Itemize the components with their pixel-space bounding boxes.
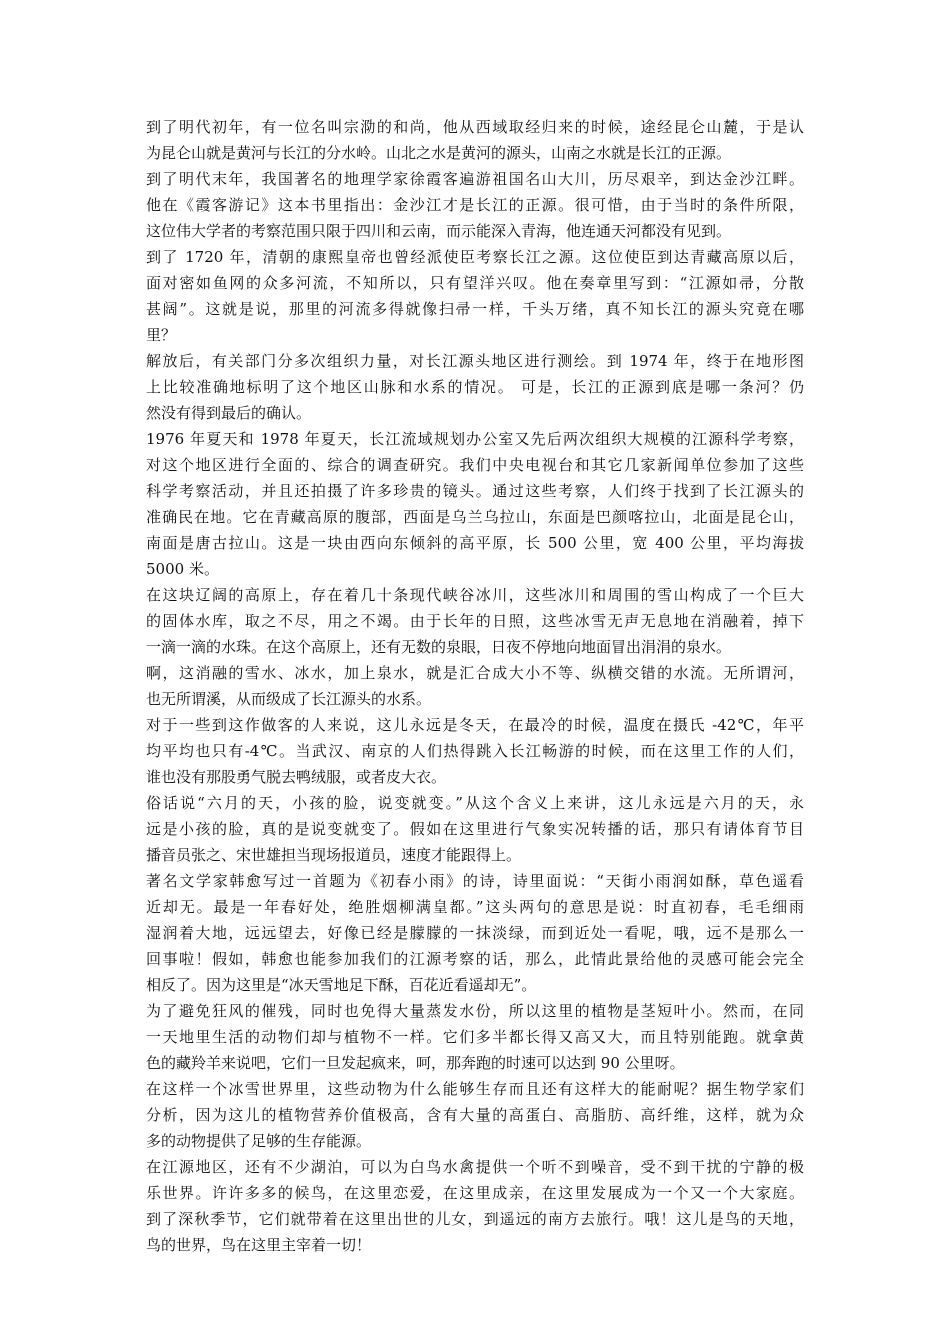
text-line: 到了明代初年，有一位名叫宗泐的和尚，他从西域取经归来的时候，途经昆仑山麓，于是认	[146, 118, 804, 136]
paragraph	[146, 348, 804, 426]
paragraph	[146, 1154, 804, 1258]
text-line: 解放后，有关部门分多次组织力量，对长江源头地区进行测绘。到 1974 年，终于在地形图	[146, 352, 804, 370]
paragraph	[146, 114, 804, 166]
text-line: 他在《霞客游记》这本书里指出：金沙江才是长江的正源。很可惜，由于当时的条件所限，	[146, 196, 804, 214]
text-line: 乐世界。许许多多的候鸟，在这里恋爱，在这里成亲，在这里发展成为一个又一个大家庭。	[146, 1184, 804, 1202]
text-line: 也无所谓溪，从而级成了长江源头的水系。	[146, 690, 432, 708]
text-line: 播音员张之、宋世雄担当现场报道员，速度才能跟得上。	[146, 846, 522, 864]
text-line: 5000 米。	[146, 560, 219, 578]
text-line: 为昆仑山就是黄河与长江的分水岭。山北之水是黄河的源头，山南之水就是长江的正源。	[146, 144, 732, 162]
text-line: 甚阔”。这就是说，那里的河流多得就像扫帚一样，千头万绪，真不知长江的源头究竟在哪	[146, 300, 804, 318]
document-body	[146, 114, 804, 1258]
text-line: 回事啦！假如，韩愈也能参加我们的江源考察的话，那么，此情此景给他的灵感可能会完全	[146, 950, 804, 968]
text-line: 俗话说“六月的天，小孩的脸，说变就变。”从这个含义上来讲，这儿永远是六月的天，永	[146, 794, 804, 812]
text-line: 在这块辽阔的高原上，存在着几十条现代峡谷冰川，这些冰川和周围的雪山构成了一个巨大	[146, 586, 804, 604]
text-line: 南面是唐古拉山。这是一块由西向东倾斜的高平原，长 500 公里，宽 400 公里，平均海拔	[146, 534, 804, 552]
text-line: 面对密如鱼网的众多河流，不知所以，只有望洋兴叹。他在奏章里写到：“江源如帚，分散	[146, 274, 804, 292]
paragraph	[146, 244, 804, 348]
paragraph	[146, 998, 804, 1076]
text-line: 这位伟大学者的考察范围只限于四川和云南，而示能深入青海，他连通天河都没有见到。	[146, 222, 732, 240]
text-line: 色的藏羚羊来说吧，它们一旦发起疯来，呵，那奔跑的时速可以达到 90 公里呀。	[146, 1054, 685, 1072]
text-line: 为了避免狂风的催残，同时也免得大量蒸发水份，所以这里的植物是茎短叶小。然而，在同	[146, 1002, 804, 1020]
paragraph	[146, 790, 804, 868]
text-line: 里？	[146, 326, 177, 344]
paragraph	[146, 712, 804, 790]
text-line: 上比较准确地标明了这个地区山脉和水系的情况。 可是，长江的正源到底是哪一条河？仍	[146, 378, 804, 396]
text-line: 的固体水库，取之不尽，用之不竭。由于长年的日照，这些冰雪无声无息地在消融着，掉下	[146, 612, 804, 630]
text-line: 谁也没有那股勇气脱去鸭绒服，或者皮大衣。	[146, 768, 447, 786]
text-line: 分析，因为这儿的植物营养价值极高，含有大量的高蛋白、高脂肪、高纤维，这样，就为众	[146, 1106, 804, 1124]
text-line: 到了 1720 年，清朝的康熙皇帝也曾经派使臣考察长江之源。这位使臣到达青藏高原以后，	[146, 248, 804, 266]
paragraph	[146, 868, 804, 998]
text-line: 到了明代末年，我国著名的地理学家徐霞客遍游祖国名山大川，历尽艰辛，到达金沙江畔。	[146, 170, 804, 188]
text-line: 一天地里生活的动物们却与植物不一样。它们多半都长得又高又大，而且特别能跑。就拿黄	[146, 1028, 804, 1046]
text-line: 1976 年夏天和 1978 年夏天，长江流域规划办公室又先后两次组织大规模的江源科学考察，	[146, 430, 804, 448]
text-line: 湿润着大地，远远望去，好像已经是朦朦的一抹淡绿，而到近处一看呢，哦，远不是那么一	[146, 924, 804, 942]
text-line: 一滴一滴的水珠。在这个高原上，还有无数的泉眼，日夜不停地向地面冒出涓涓的泉水。	[146, 638, 732, 656]
text-line: 著名文学家韩愈写过一首题为《初春小雨》的诗，诗里面说：“天街小雨润如酥，草色遥看	[146, 872, 804, 890]
paragraph	[146, 582, 804, 660]
text-line: 在这样一个冰雪世界里，这些动物为什么能够生存而且还有这样大的能耐呢？据生物学家们	[146, 1080, 804, 1098]
text-line: 均平均也只有-4℃。当武汉、南京的人们热得跳入长江畅游的时候，而在这里工作的人们，	[146, 742, 804, 760]
paragraph	[146, 660, 804, 712]
text-line: 对这个地区进行全面的、综合的调查研究。我们中央电视台和其它几家新闻单位参加了这些	[146, 456, 804, 474]
paragraph	[146, 166, 804, 244]
text-line: 准确民在地。它在青藏高原的腹部，西面是乌兰乌拉山，东面是巴颜喀拉山，北面是昆仑山，	[146, 508, 804, 526]
text-line: 鸟的世界，鸟在这里主宰着一切！	[146, 1236, 372, 1254]
text-line: 科学考察活动，并且还拍摄了许多珍贵的镜头。通过这些考察，人们终于找到了长江源头的	[146, 482, 804, 500]
text-line: 在江源地区，还有不少湖泊，可以为白鸟水禽提供一个听不到噪音，受不到干扰的宁静的极	[146, 1158, 804, 1176]
text-line: 远是小孩的脸，真的是说变就变了。假如在这里进行气象实况转播的话，那只有请体育节目	[146, 820, 804, 838]
text-line: 然没有得到最后的确认。	[146, 404, 312, 422]
text-line: 对于一些到这作做客的人来说，这儿永远是冬天，在最冷的时候，温度在摄氏 -42℃，年平	[146, 716, 804, 734]
text-line: 啊，这消融的雪水、冰水，加上泉水，就是汇合成大小不等、纵横交错的水流。无所谓河，	[146, 664, 804, 682]
paragraph	[146, 426, 804, 582]
paragraph	[146, 1076, 804, 1154]
text-line: 相反了。因为这里是“冰天雪地足下酥，百花近看遥却无”。	[146, 976, 537, 994]
text-line: 多的动物提供了足够的生存能源。	[146, 1132, 372, 1150]
text-line: 到了深秋季节，它们就带着在这里出世的儿女，到遥远的南方去旅行。哦！这儿是鸟的天地，	[146, 1210, 804, 1228]
text-line: 近却无。最是一年春好处，绝胜烟柳满皇都。”这头两句的意思是说：时直初春，毛毛细雨	[146, 898, 804, 916]
